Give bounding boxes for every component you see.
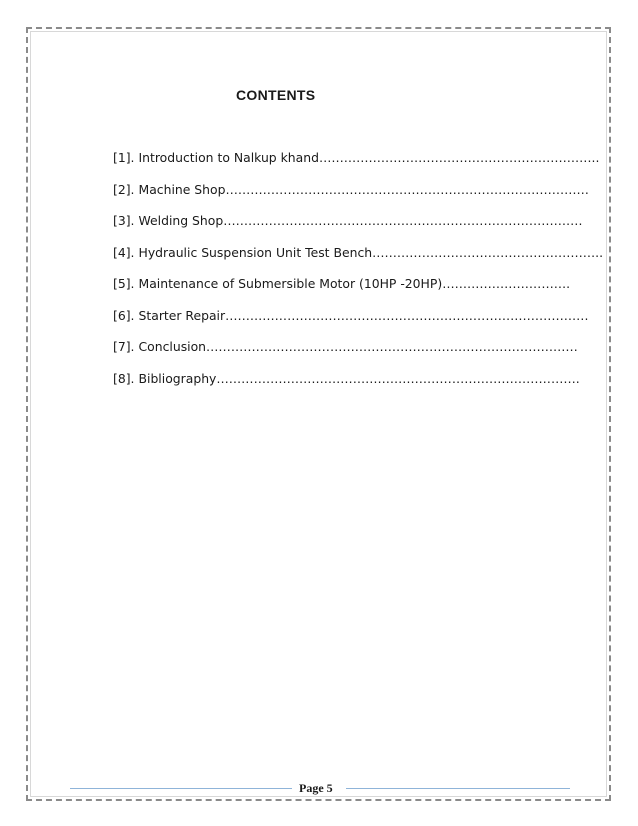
toc-entry-label: Conclusion <box>138 339 207 354</box>
toc-entry-label: Welding Shop <box>138 213 224 228</box>
toc-entry-label: Machine Shop <box>138 181 226 197</box>
page-border <box>26 27 611 801</box>
toc-entry-machine-shop <box>113 181 589 214</box>
toc-entry-leader: ……………………………………………………………………………. <box>225 307 589 323</box>
toc-entry-leader: ………………………………………………………….. <box>318 150 600 165</box>
toc-entry-leader: ……………………………………………………………………………. <box>216 370 580 386</box>
toc-entry-number: [8]. <box>113 370 135 386</box>
toc-entry-label: Introduction to Nalkup khand <box>138 150 319 165</box>
toc-entry-welding-shop <box>113 213 583 245</box>
toc-entry-hydraulic-suspension <box>113 244 604 277</box>
toc-entry-number: [4]. <box>113 244 135 260</box>
footer-rule-left <box>70 788 292 789</box>
contents-heading-text: CONTENTS <box>236 87 316 103</box>
footer-rule-right <box>346 788 570 789</box>
toc-entry-leader: …………………………………………………………………………… <box>223 213 583 228</box>
toc-entry-leader: …………………………. <box>442 276 571 291</box>
toc-entry-starter-repair <box>113 307 589 340</box>
toc-entry-submersible-motor <box>113 276 583 308</box>
page-number: Page 5 <box>299 781 333 795</box>
page-footer <box>70 779 570 797</box>
toc-entry-number: [6]. <box>113 307 135 323</box>
toc-entry-label: Hydraulic Suspension Unit Test Bench <box>138 244 373 260</box>
toc-entry-number: [3]. <box>113 213 135 228</box>
toc-entry-conclusion <box>113 339 583 371</box>
toc-entry-leader: ……………………………………………….. <box>372 244 604 260</box>
toc-entry-label: Maintenance of Submersible Motor (10HP -20HP) <box>138 276 443 291</box>
toc-entry-number: [7]. <box>113 339 135 354</box>
toc-entry-bibliography <box>113 371 583 403</box>
table-of-contents <box>113 150 604 402</box>
toc-entry-label: Bibliography <box>138 370 217 386</box>
toc-entry-leader: ……………………………………………………………………………. <box>225 181 589 197</box>
toc-entry-number: [2]. <box>113 181 135 197</box>
toc-entry-number: [1]. <box>113 150 135 165</box>
toc-entry-introduction <box>113 150 600 182</box>
toc-entry-label: Starter Repair <box>138 307 226 323</box>
toc-entry-leader: ……………………………………………………………………………… <box>206 339 578 354</box>
toc-entry-number: [5]. <box>113 276 135 291</box>
